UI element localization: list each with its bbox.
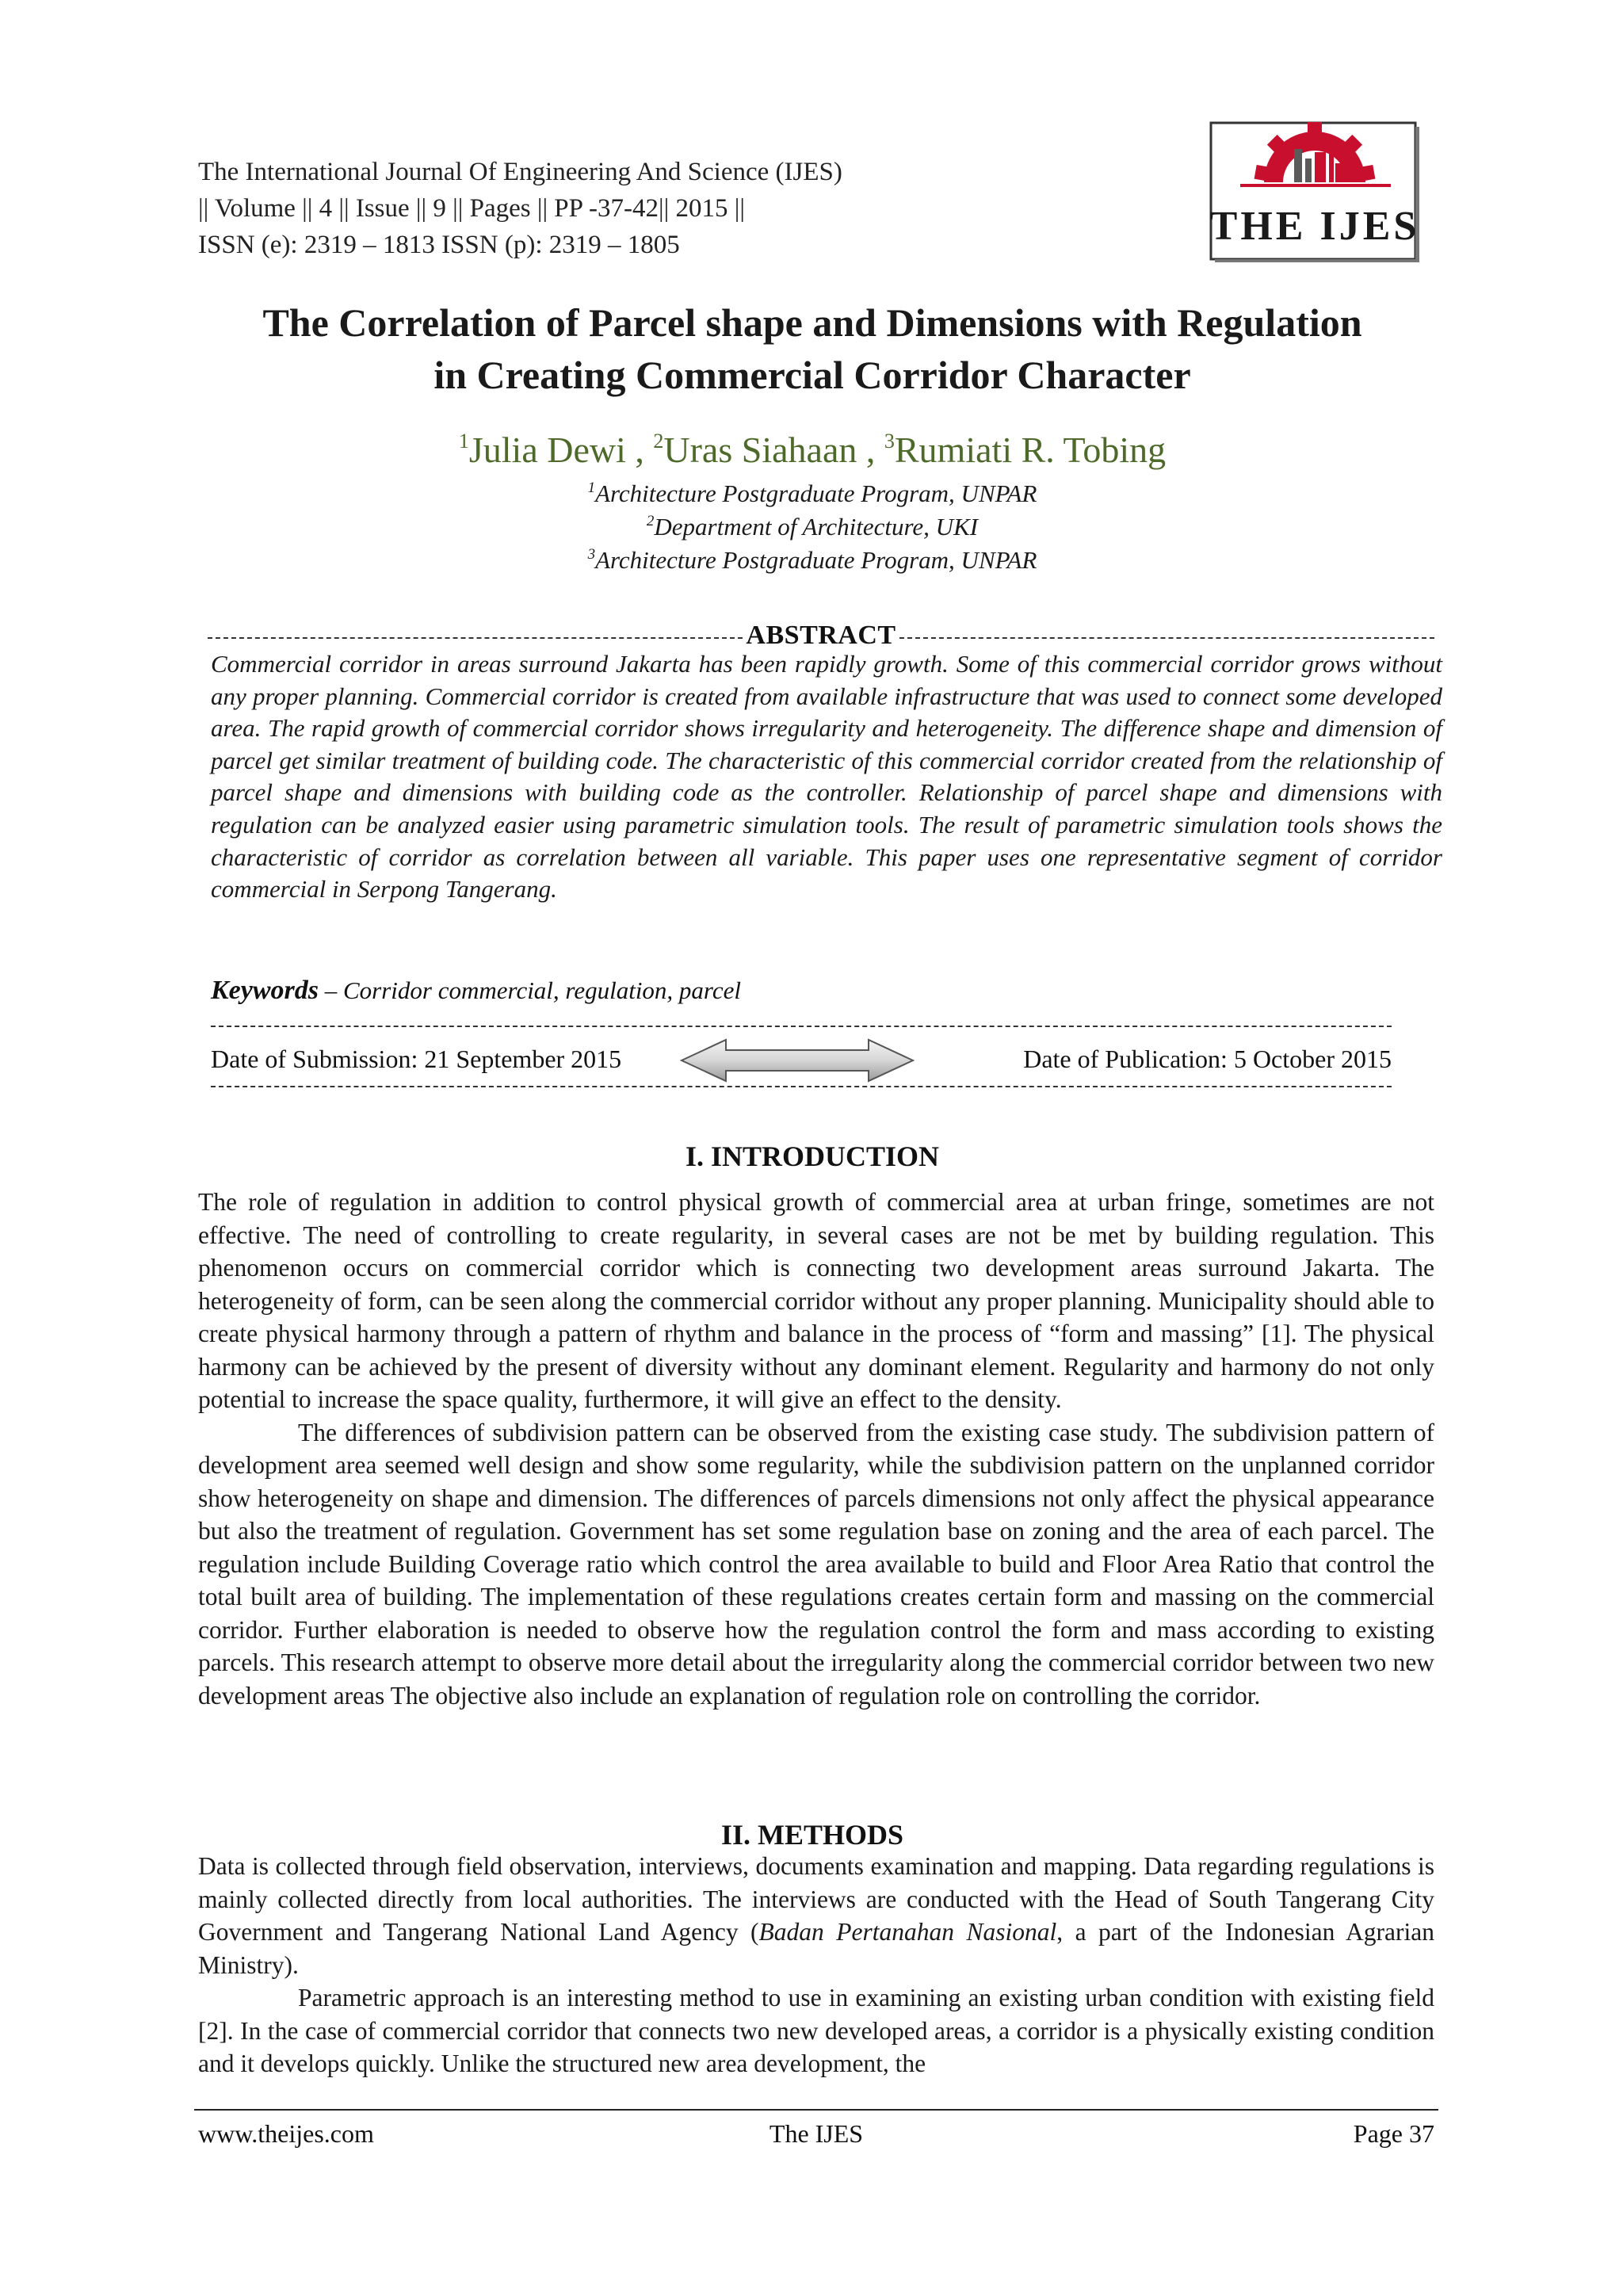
- author-2-name: Uras Siahaan ,: [663, 430, 884, 470]
- keywords-line: [211, 975, 741, 1007]
- double-arrow-icon: [678, 1037, 916, 1084]
- author-1-name: Julia Dewi ,: [468, 430, 654, 470]
- author-3-number: 3: [884, 430, 895, 453]
- methods-heading: II. METHODS: [720, 1819, 904, 1851]
- affiliation-2: [182, 510, 1442, 544]
- methods-paragraph-1-end: , a part of the Indonesian Agrarian Ministry).: [198, 1918, 1435, 1979]
- methods-paragraph-2: Parametric approach is an interesting method to use in examining an existing urban condition with existing field [2]. In the case of commercial corridor that connects two new developed areas, a corridor is a physically existing condition and it develops quickly. Unlike the structured new area development, the: [198, 1984, 1434, 2077]
- methods-agency-name: Badan Pertanahan Nasional: [758, 1918, 1057, 1946]
- ijes-logo: [1209, 120, 1421, 263]
- methods-paragraph-1: [198, 1850, 1434, 1981]
- publication-date: Date of Publication: 5 October 2015: [1023, 1045, 1392, 1073]
- affiliation-1: [182, 477, 1442, 510]
- footer-rule: [194, 2109, 1438, 2111]
- title-line-2: in Creating Commercial Corridor Character: [433, 353, 1191, 397]
- abstract-dash-right: [899, 637, 1434, 639]
- affiliation-1-number: 1: [587, 479, 596, 496]
- affiliation-2-number: 2: [646, 513, 655, 529]
- introduction-heading: I. INTRODUCTION: [685, 1140, 940, 1172]
- author-list: [182, 428, 1442, 472]
- abstract-heading-row: [208, 620, 1434, 651]
- footer-journal: The IJES: [769, 2119, 864, 2148]
- keywords-label: Keywords: [211, 976, 319, 1005]
- introduction-body: [198, 1186, 1434, 1712]
- title-line-1: The Correlation of Parcel shape and Dimensions with Regulation: [262, 300, 1362, 345]
- journal-volume: || Volume || 4 || Issue || 9 || Pages || PP -37-42|| 2015 ||: [198, 194, 745, 223]
- submission-date: Date of Submission: 21 September 2015: [211, 1045, 622, 1073]
- dates-divider-bottom: [211, 1086, 1392, 1087]
- ijes-logo-graphic: [1209, 120, 1421, 263]
- affiliation-3-text: Architecture Postgraduate Program, UNPAR: [595, 546, 1037, 574]
- dates-row: [211, 1041, 1392, 1076]
- introduction-paragraph-2: The differences of subdivision pattern can be observed from the existing case study. The subdivision pattern of development area seemed well design and show some regularity, while the subdivision pattern on the unplanned corridor show heterogeneity on shape and dimension. The differences of parcels dimensions not only affect the physical appearance but also the treatment of regulation. Government has set some regulation base on zoning and the area of each parcel. The regulation include Building Coverage ratio which control the area available to build and Floor Area Ratio that control the total built area of building. The implementation of these regulations creates certain form and massing on the commercial corridor. Further elaboration is needed to observe how the regulation control the form and mass according to existing parcels. This research attempt to observe more detail about the irregularity along the commercial corridor between two new development areas The objective also include an explanation of regulation role on controlling the corridor.: [198, 1418, 1434, 1710]
- methods-body: [198, 1850, 1434, 2080]
- journal-issn: ISSN (e): 2319 – 1813 ISSN (p): 2319 – 1805: [198, 231, 680, 259]
- affiliation-2-text: Department of Architecture, UKI: [654, 513, 979, 541]
- introduction-paragraph-1: The role of regulation in addition to control physical growth of commercial area at urban fringe, sometimes are not effective. The need of controlling to create regularity, in several cases are not be met by building regulation. This phenomenon occurs on commercial corridor which is connecting two development areas surround Jakarta. The heterogeneity of form, can be seen along the commercial corridor without any proper planning. Municipality should able to create physical harmony through a pattern of rhythm and balance in the process of “form and massing” [1]. The physical harmony can be achieved by the present of diversity without any dominant element. Regularity and harmony do not only potential to increase the space quality, furthermore, it will give an effect to the density.: [198, 1188, 1434, 1413]
- journal-name: The International Journal Of Engineering And Science (IJES): [198, 158, 842, 186]
- ijes-logo-text: THE IJES: [1209, 204, 1420, 249]
- author-1-number: 1: [458, 430, 469, 453]
- paper-title: [182, 296, 1442, 401]
- affiliation-list: [182, 477, 1442, 577]
- abstract-dash-left: [208, 637, 743, 639]
- affiliation-1-text: Architecture Postgraduate Program, UNPAR: [595, 479, 1037, 507]
- journal-info: [198, 154, 842, 263]
- page-footer: [198, 2116, 1434, 2151]
- author-3-name: Rumiati R. Tobing: [894, 430, 1167, 470]
- abstract-heading: ABSTRACT: [746, 621, 896, 650]
- footer-website: www.theijes.com: [198, 2119, 374, 2148]
- affiliation-3: [182, 544, 1442, 577]
- abstract-text: Commercial corridor in areas surround Jakarta has been rapidly growth. Some of this commercial corridor grows without any proper planning. Commercial corridor is created from available infrastructure that was used to connect some developed area. The rapid growth of commercial corridor shows irregularity and heterogeneity. The difference shape and dimension of parcel get similar treatment of building code. The characteristic of this commercial corridor created from the relationship of parcel shape and dimensions with building code as the controller. Relationship of parcel shape and dimensions with regulation can be analyzed easier using parametric simulation tools. The result of parametric simulation tools shows the characteristic of corridor as correlation between all variable. This paper uses one representative segment of corridor commercial in Serpong Tangerang.: [211, 650, 1442, 904]
- affiliation-3-number: 3: [587, 546, 596, 563]
- keywords-text: – Corridor commercial, regulation, parcel: [319, 976, 741, 1004]
- footer-page-number: Page 37: [1353, 2119, 1434, 2148]
- dates-divider-top: [211, 1026, 1392, 1027]
- methods-paragraph-1-start: Data is collected through field observation, interviews, documents examination and mapping. Data regarding regulations is mainly collected directly from local authorities. The interviews are conducted with the Head of South Tangerang City Government and Tangerang National Land Agency (: [198, 1852, 1434, 1946]
- author-2-number: 2: [653, 430, 664, 453]
